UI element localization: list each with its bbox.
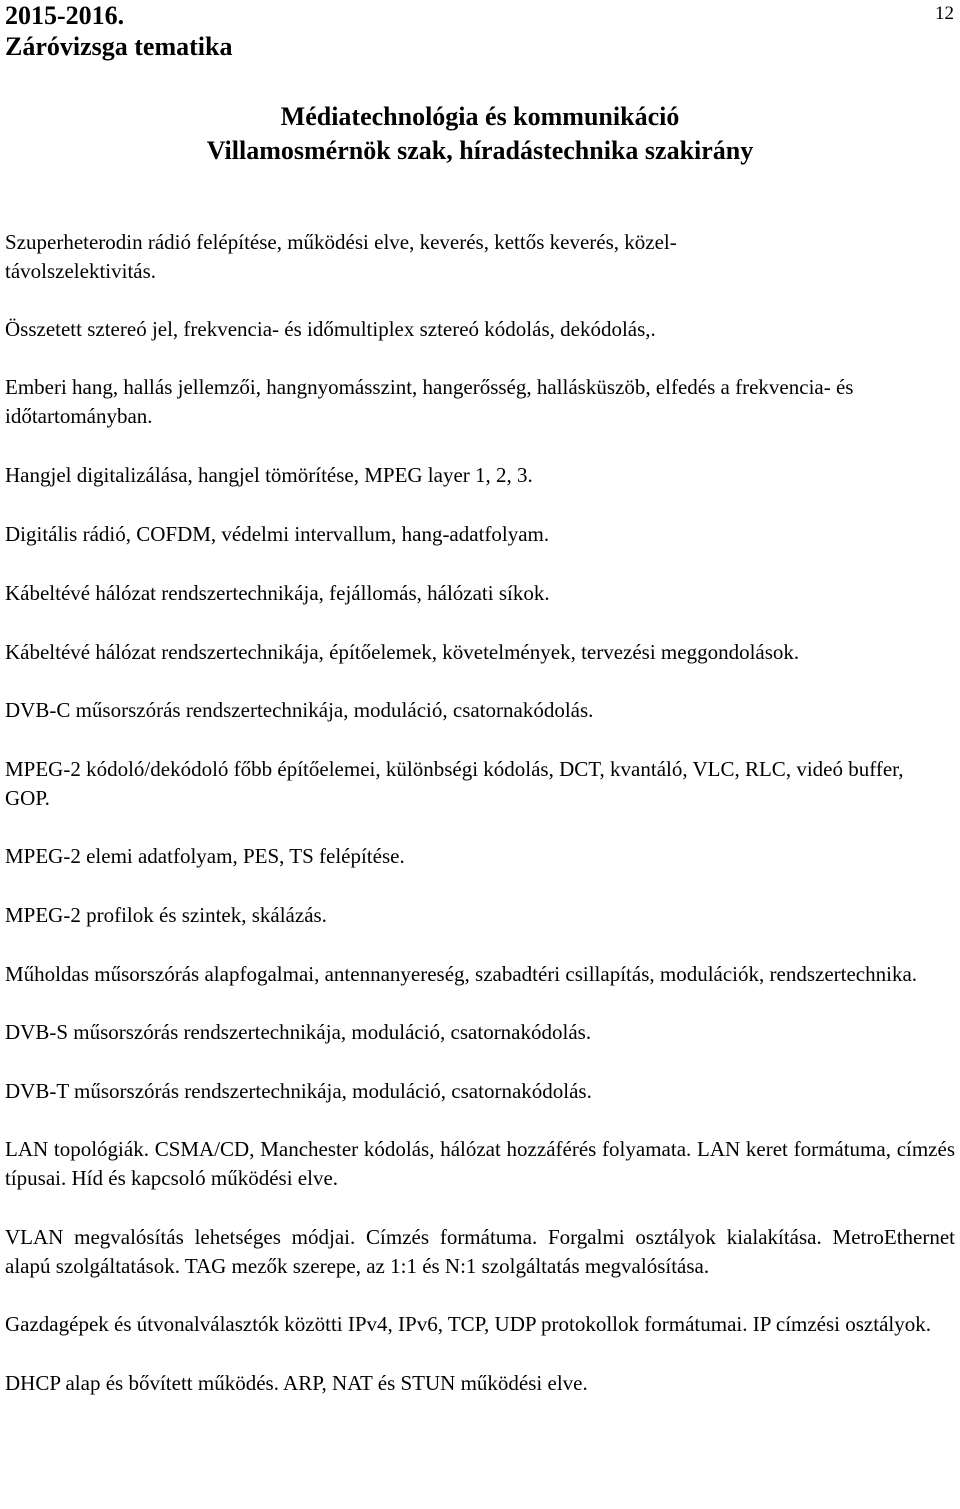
topic-item: MPEG-2 elemi adatfolyam, PES, TS felépítése. (5, 844, 405, 868)
subject-heading (0, 100, 960, 168)
topic-item: MPEG-2 kódoló/dekódoló főbb építőelemei, különbségi kódolás, DCT, kvantáló, VLC, RLC, videó buffer, GOP. (5, 757, 904, 810)
page-number: 12 (935, 3, 954, 24)
topic-item: Hangjel digitalizálása, hangjel tömörítése, MPEG layer 1, 2, 3. (5, 463, 533, 487)
topic-item: Gazdagépek és útvonalválasztók közötti IPv4, IPv6, TCP, UDP protokollok formátumai. IP címzési osztályok. (5, 1312, 931, 1336)
topic-item: DHCP alap és bővített működés. ARP, NAT és STUN működési elve. (5, 1371, 588, 1395)
topic-item: DVB-C műsorszórás rendszertechnikája, moduláció, csatornakódolás. (5, 698, 594, 722)
topic-item: Digitális rádió, COFDM, védelmi intervallum, hang-adatfolyam. (5, 522, 550, 546)
topic-item: Szuperheterodin rádió felépítése, működési elve, keverés, kettős keverés, közel-távolszelektivitás. (5, 230, 677, 283)
topic-item: DVB-S műsorszórás rendszertechnikája, moduláció, csatornakódolás. (5, 1020, 592, 1044)
topic-item: Műholdas műsorszórás alapfogalmai, antennanyereség, szabadtéri csillapítás, modulációk, rendszertechnika. (5, 962, 918, 986)
topic-item: Összetett sztereó jel, frekvencia- és időmultiplex sztereó kódolás, dekódolás,. (5, 317, 656, 341)
subject-title: Médiatechnológia és kommunikáció (280, 102, 680, 131)
topic-item: Emberi hang, hallás jellemzői, hangnyomásszint, hangerősség, hallásküszöb, elfedés a frekvencia- és időtartományban. (5, 375, 854, 428)
topic-item: MPEG-2 profilok és szintek, skálázás. (5, 903, 327, 927)
page-header (5, 0, 232, 62)
topic-item: LAN topológiák. CSMA/CD, Manchester kódolás, hálózat hozzáférés folyamata. LAN keret formátuma, címzés típusai. Híd és kapcsoló működési elve. (5, 1137, 955, 1190)
subject-subtitle: Villamosmérnök szak, híradástechnika szakirány (206, 136, 754, 165)
topic-list (5, 228, 955, 1398)
topic-item: Kábeltévé hálózat rendszertechnikája, építőelemek, követelmények, tervezési meggondolások. (5, 640, 800, 664)
topic-item: DVB-T műsorszórás rendszertechnikája, moduláció, csatornakódolás. (5, 1079, 592, 1103)
topic-item: Kábeltévé hálózat rendszertechnikája, fejállomás, hálózati síkok. (5, 581, 550, 605)
header-title: Záróvizsga tematika (5, 32, 233, 61)
topic-item: VLAN megvalósítás lehetséges módjai. Címzés formátuma. Forgalmi osztályok kialakítása. MetroEthernet alapú szolgáltatások. TAG mezők szerepe, az 1:1 és N:1 szolgáltatás megvalósítása. (5, 1225, 955, 1278)
header-years: 2015-2016. (5, 1, 125, 30)
